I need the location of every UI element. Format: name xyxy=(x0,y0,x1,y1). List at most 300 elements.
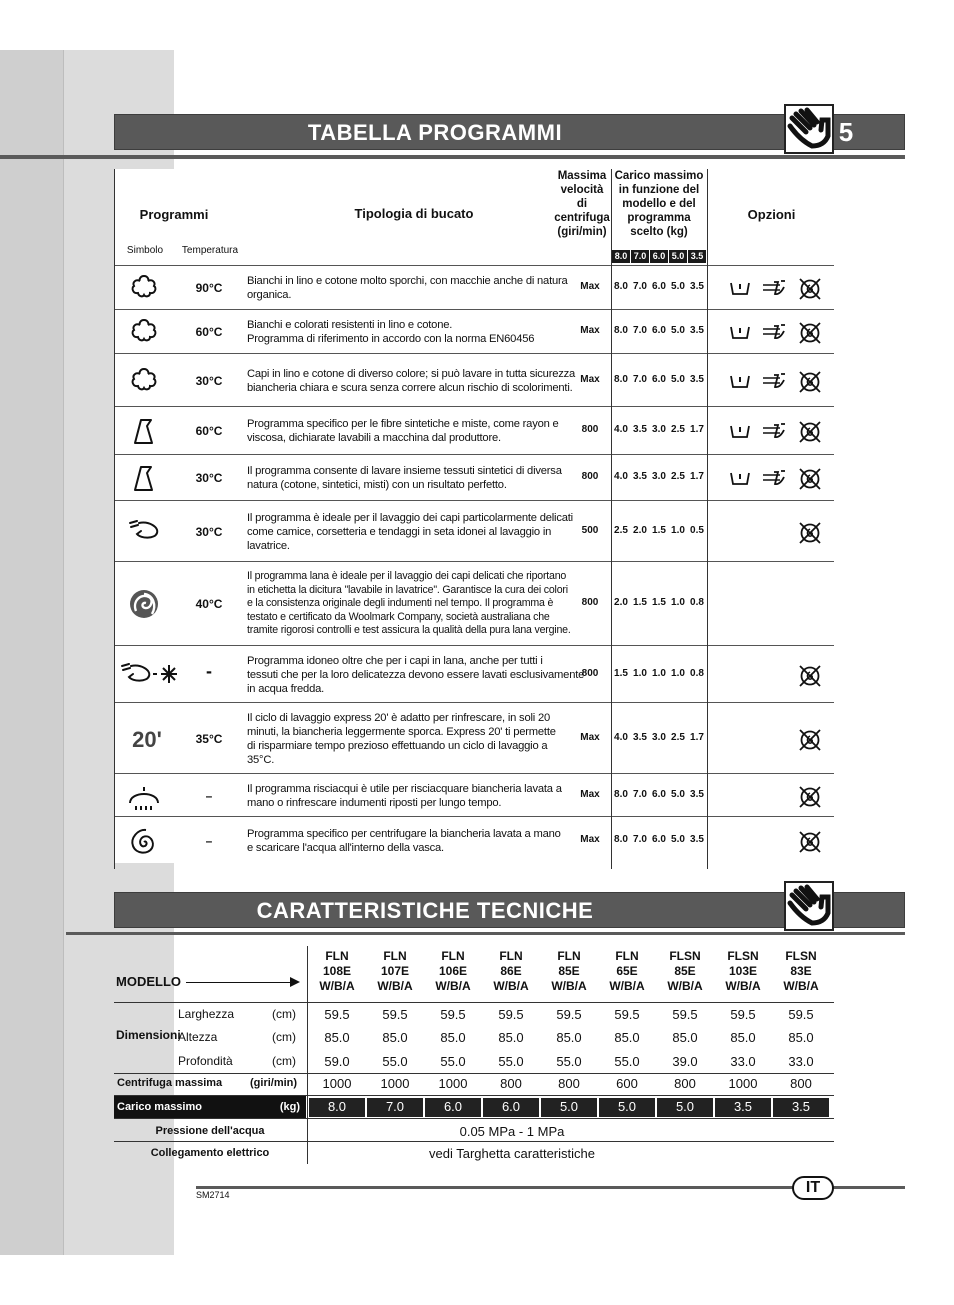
model-head-line: 86E xyxy=(500,964,522,978)
load-value: 1.5 xyxy=(652,524,666,536)
model-head-line: FLN xyxy=(499,949,523,963)
model-head-line: W/B/A xyxy=(377,979,413,993)
programs-table xyxy=(114,169,834,863)
program-loads xyxy=(612,834,706,845)
description-line: Programma specifico per le fibre sintetiche e miste, come rayon e xyxy=(247,418,559,430)
header-simbolo: Simbolo xyxy=(126,245,164,256)
spec-label: Profondità xyxy=(178,1054,233,1068)
stain-icon xyxy=(760,370,784,392)
description-line: Il programma lana è ideale per il lavaggio dei capi delicati che riportano xyxy=(247,570,567,582)
spec-value: 59.5 xyxy=(788,1007,814,1022)
stain-icon xyxy=(760,467,784,489)
load-value: 1.0 xyxy=(652,667,666,679)
program-options xyxy=(726,830,826,852)
prewash-icon xyxy=(728,370,752,392)
program-description xyxy=(247,570,577,638)
load-value: 0.8 xyxy=(690,667,704,679)
load-value: 3.5 xyxy=(690,788,704,800)
spec-value: 85.0 xyxy=(672,1030,698,1045)
express-20-icon: 20' xyxy=(132,726,162,752)
description-line: Il programma risciacqui è utile per risciacquare biancheria lavata a xyxy=(247,782,562,795)
program-spin-speed: 800 xyxy=(581,471,599,482)
spec-value: 3.5 xyxy=(773,1098,829,1117)
description-line: Bianchi e colorati resistenti in lino e cotone. xyxy=(247,319,453,331)
load-value: 5.0 xyxy=(671,833,685,845)
specs-title: CARATTERISTICHE TECNICHE xyxy=(256,898,594,923)
load-head: 8.0 xyxy=(612,250,630,263)
spec-value: 55.0 xyxy=(556,1054,582,1069)
load-value: 2.5 xyxy=(671,471,685,482)
description-line: 35°C. xyxy=(247,753,275,766)
programs-rows xyxy=(114,265,834,863)
modello-label: MODELLO xyxy=(116,974,181,989)
load-value: 2.0 xyxy=(614,597,628,608)
spec-value: 800 xyxy=(500,1076,522,1091)
spec-unit: (cm) xyxy=(272,1030,296,1044)
program-loads xyxy=(612,597,706,608)
load-value: 4.0 xyxy=(614,424,628,435)
spec-value: 800 xyxy=(558,1076,580,1091)
program-loads xyxy=(612,525,706,536)
load-value: 6.0 xyxy=(652,373,666,385)
load-value: 1.0 xyxy=(671,597,685,608)
description-line: Il programma consente di lavare insieme tessuti sintetici di diversa xyxy=(247,465,562,477)
description-line: tessuti che per la loro delicatezza devono essere lavati esclusivamente xyxy=(247,668,585,681)
load-value: 0.5 xyxy=(690,524,704,536)
load-value: 3.5 xyxy=(690,325,704,336)
load-value: 3.0 xyxy=(652,424,666,435)
load-value: 1.7 xyxy=(690,471,704,482)
stain-icon xyxy=(760,420,784,442)
program-description xyxy=(247,464,577,492)
header-programmi: Programmi xyxy=(139,207,209,222)
description-line: biancheria chiara e scura senza correre alcun rischio di scolorimenti. xyxy=(247,381,573,394)
spec-value: 59.5 xyxy=(324,1007,350,1022)
load-value: 7.0 xyxy=(633,788,647,800)
model-head-line: 85E xyxy=(674,964,696,978)
load-value: 5.0 xyxy=(671,281,685,292)
description-line: come camice, corsetteria e tendaggi in seta idonei al lavaggio in xyxy=(247,525,552,538)
load-value: 7.0 xyxy=(633,325,647,336)
hand-icon xyxy=(784,104,834,154)
spec-value: 85.0 xyxy=(382,1030,408,1045)
spec-value: 33.0 xyxy=(788,1054,814,1069)
program-temperature: 35°C xyxy=(195,731,223,746)
load-value: 1.0 xyxy=(633,667,647,679)
description-line: e scaricare l'acqua all'interno della vasca. xyxy=(247,841,444,854)
load-value: 5.0 xyxy=(671,373,685,385)
load-value: 5.0 xyxy=(671,788,685,800)
no-spin-icon xyxy=(798,467,822,489)
program-row xyxy=(114,645,834,702)
program-temperature: – xyxy=(205,788,213,803)
program-loads xyxy=(612,471,706,482)
loads-right-divider xyxy=(707,169,708,869)
program-spin-speed: 800 xyxy=(581,597,599,608)
no-spin-icon xyxy=(798,830,822,852)
spec-value: 59.5 xyxy=(556,1007,582,1022)
spec-value: 800 xyxy=(790,1076,812,1091)
spec-value: 8.0 xyxy=(309,1098,365,1117)
spec-value: 59.5 xyxy=(672,1007,698,1022)
prewash-icon xyxy=(728,420,752,442)
load-value: 1.0 xyxy=(671,524,685,536)
load-value: 1.7 xyxy=(690,731,704,743)
load-column-heads xyxy=(612,250,706,263)
description-line: lavatrice. xyxy=(247,539,290,552)
program-row xyxy=(114,406,834,454)
spec-value: 55.0 xyxy=(440,1054,466,1069)
model-head xyxy=(366,949,424,994)
program-row xyxy=(114,353,834,406)
program-options xyxy=(726,664,826,686)
spec-unit: (giri/min) xyxy=(250,1077,298,1089)
program-loads xyxy=(612,325,706,336)
program-spin-speed: 500 xyxy=(581,524,599,536)
load-head: 3.5 xyxy=(688,250,706,263)
programs-rule xyxy=(0,155,905,159)
load-value: 1.7 xyxy=(690,424,704,435)
program-row xyxy=(114,702,834,773)
load-value: 3.5 xyxy=(690,281,704,292)
model-head-line: FLN xyxy=(383,949,407,963)
load-value: 8.0 xyxy=(614,833,628,845)
model-head-line: W/B/A xyxy=(551,979,587,993)
program-row xyxy=(114,500,834,561)
no-spin-icon xyxy=(798,521,822,543)
spec-unit: (cm) xyxy=(272,1007,296,1021)
load-value: 3.0 xyxy=(652,471,666,482)
model-head-line: 108E xyxy=(322,964,352,978)
program-row xyxy=(114,816,834,863)
load-value: 4.0 xyxy=(614,731,628,743)
programs-header xyxy=(114,169,834,265)
program-options xyxy=(726,321,826,343)
program-spin-speed: 800 xyxy=(581,424,599,435)
spec-value: 85.0 xyxy=(556,1030,582,1045)
spec-value: 85.0 xyxy=(730,1030,756,1045)
program-options xyxy=(726,420,826,442)
description-line: e la consistenza originale degli indumenti nel tempo. Il programma è xyxy=(247,597,554,610)
pressione-label: Pressione dell'acqua xyxy=(155,1125,265,1137)
lang-badge: IT xyxy=(792,1176,834,1200)
load-value: 7.0 xyxy=(633,373,647,385)
programs-title: TABELLA PROGRAMMI xyxy=(307,120,563,145)
program-options xyxy=(726,728,826,750)
description-line: in etichetta la dicitura "lavabile in lavatrice". Garantisce la cura dei colori xyxy=(247,583,568,596)
model-head-line: W/B/A xyxy=(319,979,355,993)
load-value: 2.5 xyxy=(671,424,685,435)
spec-value: 59.0 xyxy=(324,1054,350,1069)
spec-label: Centrifuga massima xyxy=(117,1077,223,1089)
delicate-icon xyxy=(124,517,164,548)
spec-value: 600 xyxy=(616,1076,638,1091)
program-options xyxy=(726,277,826,299)
synthetic-icon xyxy=(124,416,164,451)
program-description xyxy=(247,782,577,810)
program-loads xyxy=(612,374,706,385)
model-head-line: W/B/A xyxy=(609,979,645,993)
spec-value: 59.5 xyxy=(730,1007,756,1022)
spec-value: 33.0 xyxy=(730,1054,756,1069)
spec-value: 6.0 xyxy=(425,1098,481,1117)
program-temperature: 40°C xyxy=(195,597,223,611)
spec-label: Altezza xyxy=(178,1030,218,1044)
description-line: Programma idoneo oltre che per i capi in lana, anche per tutti i xyxy=(247,654,543,667)
spec-value: 800 xyxy=(674,1076,696,1091)
load-head: 5.0 xyxy=(669,250,687,263)
load-value: 3.0 xyxy=(652,731,666,743)
wool-icon xyxy=(124,587,164,626)
model-head-line: FLN xyxy=(557,949,581,963)
program-description xyxy=(247,367,577,395)
description-line: Il programma è ideale per il lavaggio dei capi particolarmente delicati xyxy=(247,511,573,524)
load-value: 3.5 xyxy=(633,424,647,435)
model-head-line: 103E xyxy=(728,964,758,978)
model-head-line: W/B/A xyxy=(435,979,471,993)
program-description xyxy=(247,274,577,302)
model-head-line: 106E xyxy=(438,964,468,978)
program-spin-speed: 800 xyxy=(581,667,599,679)
no-spin-icon xyxy=(798,785,822,807)
footer-code: SM2714 xyxy=(196,1190,230,1200)
program-loads xyxy=(612,424,706,435)
load-value: 3.5 xyxy=(633,731,647,743)
load-value: 1.0 xyxy=(671,667,685,679)
program-temperature: 60°C xyxy=(195,325,223,339)
spec-value: 59.5 xyxy=(498,1007,524,1022)
synthetic-icon xyxy=(124,463,164,498)
program-options xyxy=(726,467,826,489)
load-value: 8.0 xyxy=(614,788,628,800)
program-row xyxy=(114,265,834,309)
spec-value: 7.0 xyxy=(367,1098,423,1117)
load-value: 2.0 xyxy=(633,524,647,536)
description-line: minuti, la biancheria leggermente sporca. Express 20' ti permette xyxy=(247,725,556,738)
load-value: 0.8 xyxy=(690,597,704,608)
program-description xyxy=(247,318,577,346)
program-loads xyxy=(612,789,706,800)
no-spin-icon xyxy=(798,664,822,686)
prewash-icon xyxy=(728,321,752,343)
spec-value: 85.0 xyxy=(788,1030,814,1045)
spec-value: 55.0 xyxy=(614,1054,640,1069)
model-head-line: W/B/A xyxy=(493,979,529,993)
spec-value: 6.0 xyxy=(483,1098,539,1117)
program-loads xyxy=(612,281,706,292)
description-line: Programma di riferimento in accordo con la norma EN60456 xyxy=(247,333,535,345)
program-spin-speed: Max xyxy=(580,373,600,385)
header-tipologia: Tipologia di bucato xyxy=(354,206,474,221)
spec-value: 5.0 xyxy=(599,1098,655,1117)
load-value: 7.0 xyxy=(633,281,647,292)
program-row xyxy=(114,309,834,353)
load-value: 2.5 xyxy=(614,524,628,536)
prewash-icon xyxy=(728,277,752,299)
program-options xyxy=(726,593,826,615)
spec-value: 85.0 xyxy=(440,1030,466,1045)
model-head-line: FLSN xyxy=(727,949,759,963)
description-line: mano o rinfrescare indumenti riposti per lungo tempo. xyxy=(247,796,502,809)
spec-row xyxy=(114,1096,306,1119)
model-head xyxy=(482,949,540,994)
program-options xyxy=(726,370,826,392)
no-spin-icon xyxy=(798,420,822,442)
load-value: 8.0 xyxy=(614,281,628,292)
load-head: 6.0 xyxy=(650,250,668,263)
load-value: 6.0 xyxy=(652,833,666,845)
load-value: 1.5 xyxy=(633,597,647,608)
spec-value: 5.0 xyxy=(657,1098,713,1117)
cold-delicate-icon xyxy=(118,660,180,691)
description-line: Il ciclo di lavaggio express 20' è adatto per rinfrescare, in soli 20 xyxy=(247,711,550,724)
program-options xyxy=(726,785,826,807)
table-line xyxy=(114,1118,834,1119)
program-description xyxy=(247,417,577,445)
description-line: natura (cotone, sintetici, misti) con un risultato perfetto. xyxy=(247,479,507,491)
model-head xyxy=(308,949,366,994)
program-temperature: 90°C xyxy=(195,281,223,295)
load-value: 5.0 xyxy=(671,325,685,336)
spin-icon xyxy=(124,826,164,863)
spec-unit: (kg) xyxy=(279,1101,300,1113)
model-head-line: 83E xyxy=(790,964,812,978)
description-line: viscosa, dichiarate lavabili a macchina dal produttore. xyxy=(247,432,501,444)
program-description xyxy=(247,511,577,553)
program-description xyxy=(247,654,585,696)
load-value: 1.5 xyxy=(614,667,628,679)
program-options xyxy=(726,521,826,543)
spec-value: 55.0 xyxy=(498,1054,524,1069)
cotton-icon xyxy=(124,273,164,304)
spec-value: 1000 xyxy=(380,1076,410,1091)
cotton-icon xyxy=(124,317,164,348)
model-head-line: 107E xyxy=(380,964,410,978)
model-head xyxy=(714,949,772,994)
load-value: 8.0 xyxy=(614,373,628,385)
load-value: 6.0 xyxy=(652,281,666,292)
spec-unit: (cm) xyxy=(272,1054,296,1068)
model-head-line: FLN xyxy=(325,949,349,963)
table-line xyxy=(114,1141,834,1142)
program-row xyxy=(114,454,834,500)
model-head xyxy=(772,949,830,994)
description-line: testato e certificato da Woolmark Company, società australiana che xyxy=(247,610,550,623)
hand-icon-2 xyxy=(784,881,834,931)
table-line xyxy=(307,946,308,1164)
header-velocita: Massima velocità di centrifuga (giri/min) xyxy=(554,170,610,238)
spec-value: 85.0 xyxy=(614,1030,640,1045)
spec-label: Carico massimo xyxy=(117,1101,202,1113)
spec-value: 55.0 xyxy=(382,1054,408,1069)
load-value: 1.5 xyxy=(652,597,666,608)
program-row xyxy=(114,773,834,816)
dimensioni-label: Dimensioni xyxy=(116,1028,181,1042)
load-value: 6.0 xyxy=(652,788,666,800)
model-head xyxy=(598,949,656,994)
program-spin-speed: Max xyxy=(580,281,600,292)
model-head-line: 65E xyxy=(616,964,638,978)
program-row xyxy=(114,561,834,645)
model-head-line: W/B/A xyxy=(725,979,761,993)
program-temperature: 60°C xyxy=(195,424,223,438)
rinse-icon xyxy=(124,781,164,816)
program-temperature: 30°C xyxy=(195,524,223,539)
description-line: Bianchi in lino e cotone molto sporchi, con macchie anche di natura xyxy=(247,275,568,287)
description-line: tramite rigorosi controlli e test assicura la qualità della pura lana vergine. xyxy=(247,624,571,637)
model-head-line: FLSN xyxy=(669,949,701,963)
page-number: 5 xyxy=(838,117,854,147)
load-value: 3.5 xyxy=(690,373,704,385)
description-line: di risparmiare tempo prezioso effettuando un ciclo di lavaggio a xyxy=(247,739,548,752)
side-strip xyxy=(0,50,64,1255)
program-loads xyxy=(612,668,706,679)
spec-value: 85.0 xyxy=(498,1030,524,1045)
load-value: 8.0 xyxy=(614,325,628,336)
modello-arrow xyxy=(186,982,296,983)
model-head-line: FLN xyxy=(441,949,465,963)
no-spin-icon xyxy=(798,321,822,343)
spec-value: 59.5 xyxy=(440,1007,466,1022)
model-head-line: W/B/A xyxy=(783,979,819,993)
collegamento-value: vedi Targhetta caratteristiche xyxy=(429,1146,595,1161)
program-spin-speed: Max xyxy=(580,731,600,743)
load-value: 3.5 xyxy=(633,471,647,482)
specs-rule xyxy=(66,932,905,935)
model-head xyxy=(656,949,714,994)
no-spin-icon xyxy=(798,277,822,299)
spec-value: 39.0 xyxy=(672,1054,698,1069)
pressione-value: 0.05 MPa - 1 MPa xyxy=(459,1124,565,1139)
program-spin-speed: Max xyxy=(580,325,600,336)
model-head-line: 85E xyxy=(558,964,580,978)
no-spin-icon xyxy=(798,728,822,750)
program-spin-speed: Max xyxy=(580,833,600,845)
program-temperature: 30°C xyxy=(195,373,223,388)
spec-value: 1000 xyxy=(728,1076,758,1091)
arrow-head-icon xyxy=(290,977,300,987)
header-carico: Carico massimo in funzione del modello e del programma scelto (kg) xyxy=(614,170,704,238)
load-value: 4.0 xyxy=(614,471,628,482)
load-value: 6.0 xyxy=(652,325,666,336)
model-head-line: FLSN xyxy=(785,949,817,963)
load-value: 2.5 xyxy=(671,731,685,743)
header-opzioni: Opzioni xyxy=(747,207,796,222)
table-left-border xyxy=(114,169,115,869)
load-value: 7.0 xyxy=(633,833,647,845)
stain-icon xyxy=(760,277,784,299)
spec-label: Larghezza xyxy=(178,1007,235,1021)
spec-value: 1000 xyxy=(438,1076,468,1091)
program-spin-speed: Max xyxy=(580,788,600,800)
load-head: 7.0 xyxy=(631,250,649,263)
program-description xyxy=(247,711,577,767)
program-description xyxy=(247,827,577,855)
program-temperature: - xyxy=(206,660,212,681)
model-head xyxy=(540,949,598,994)
spec-value: 3.5 xyxy=(715,1098,771,1117)
collegamento-label: Collegamento elettrico xyxy=(150,1147,270,1159)
no-spin-icon xyxy=(798,370,822,392)
spec-value: 5.0 xyxy=(541,1098,597,1117)
cotton-icon xyxy=(124,366,164,397)
program-temperature: – xyxy=(205,833,213,848)
loads-left-divider xyxy=(611,169,612,869)
model-head xyxy=(424,949,482,994)
model-head-line: FLN xyxy=(615,949,639,963)
description-line: Programma specifico per centrifugare la biancheria lavata a mano xyxy=(247,827,561,840)
spec-value: 59.5 xyxy=(614,1007,640,1022)
